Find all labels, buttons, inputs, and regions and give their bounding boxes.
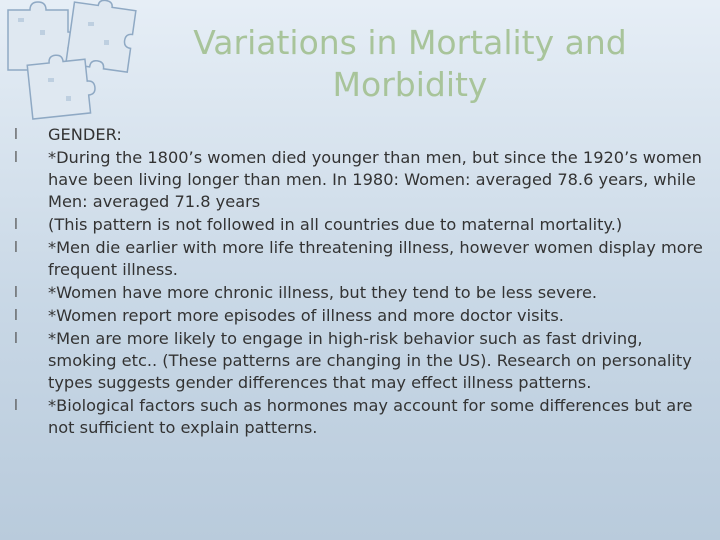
bullet-item: [14, 124, 716, 146]
bullet-item: [14, 328, 716, 394]
bullet-item: [14, 395, 716, 439]
puzzle-pieces-icon: [0, 0, 140, 120]
bullet-marker: l: [14, 240, 18, 256]
bullet-marker: l: [14, 150, 18, 166]
bullet-marker: l: [14, 308, 18, 324]
bullet-marker: l: [14, 398, 18, 414]
bullet-list: [14, 124, 716, 440]
bullet-marker: l: [14, 331, 18, 347]
bullet-marker: l: [14, 127, 18, 143]
bullet-item: [14, 237, 716, 281]
bullet-item: [14, 282, 716, 304]
bullet-marker: l: [14, 217, 18, 233]
slide-title: [150, 22, 670, 106]
bullet-item: [14, 305, 716, 327]
bullet-text: GENDER:: [48, 125, 122, 144]
slide-title-line-2: Morbidity: [332, 65, 488, 104]
bullet-text: *Women have more chronic illness, but they tend to be less severe.: [48, 283, 598, 302]
bullet-text: *During the 1800’s women died younger than men, but since the 1920’s women have been living longer than men. In 1980: Women: averaged 78.6 years, while Men: averaged 71.8 years: [48, 148, 702, 211]
bullet-text: (This pattern is not followed in all countries due to maternal mortality.): [48, 215, 623, 234]
bullet-item: [14, 214, 716, 236]
bullet-marker: l: [14, 285, 18, 301]
bullet-text: *Men are more likely to engage in high-risk behavior such as fast driving, smoking etc.. (These patterns are changing in the US). Research on personality types suggests gender differences that may effect illness patterns.: [48, 329, 692, 392]
bullet-text: *Men die earlier with more life threatening illness, however women display more frequent illness.: [48, 238, 703, 279]
bullet-item: [14, 147, 716, 213]
bullet-text: *Women report more episodes of illness and more doctor visits.: [48, 306, 564, 325]
bullet-text: *Biological factors such as hormones may account for some differences but are not sufficient to explain patterns.: [48, 396, 693, 437]
slide-title-line-1: Variations in Mortality and: [193, 23, 627, 62]
